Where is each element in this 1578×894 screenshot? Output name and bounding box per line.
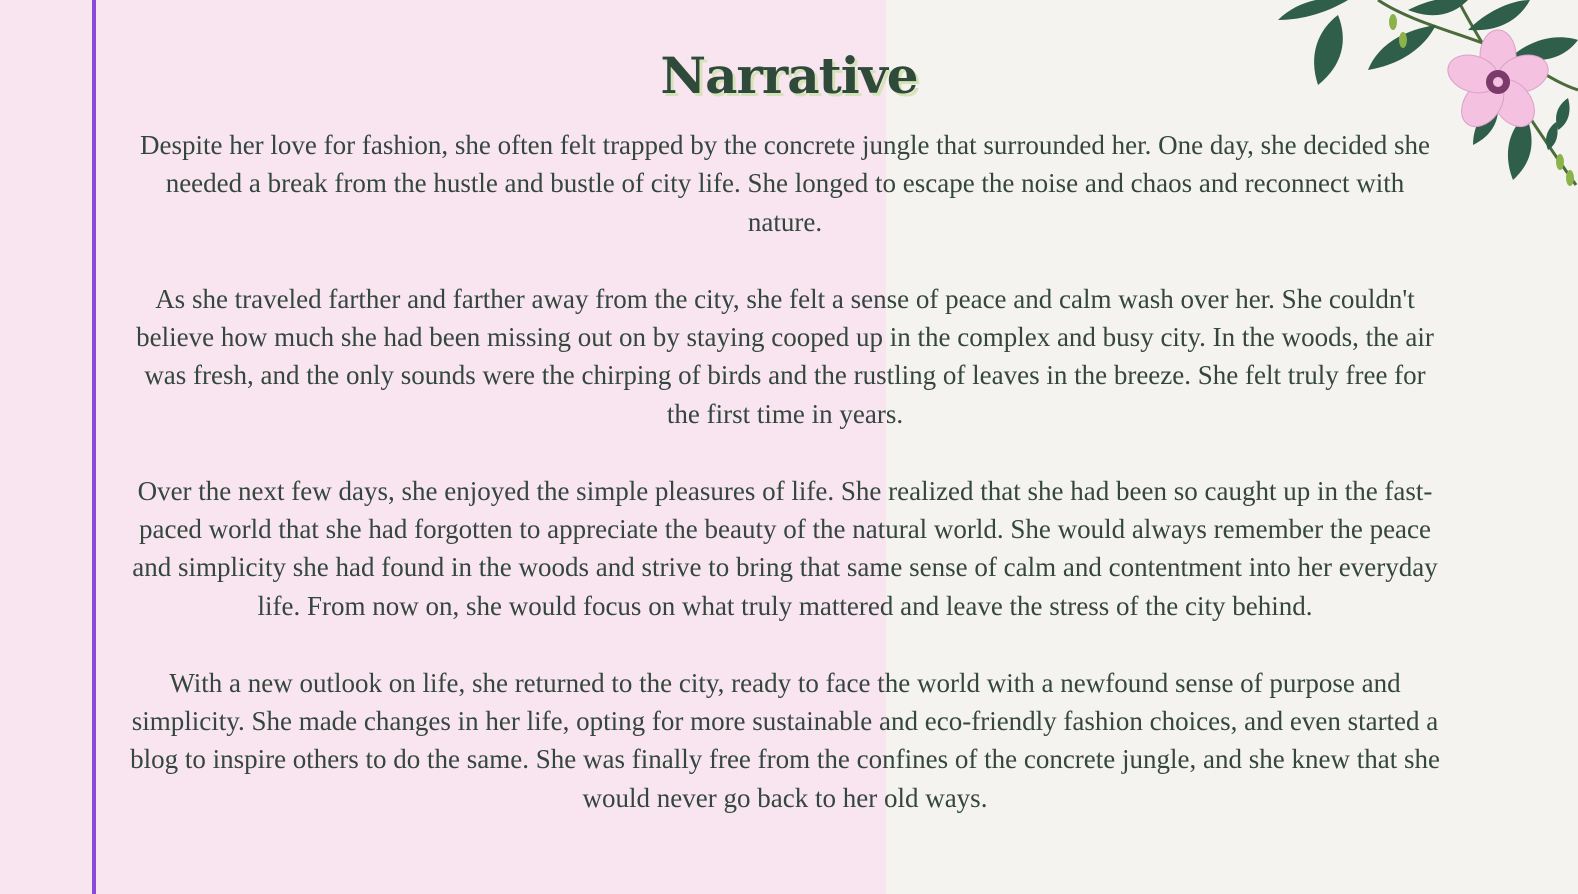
page-title: Narrative	[660, 46, 918, 105]
paragraph: Over the next few days, she enjoyed the simple pleasures of life. She realized that she had been so caught up in the fast-paced world that she had forgotten to appreciate the beauty of the natural world. She would always remember the peace and simplicity she had found in the woods and strive to bring that same sense of calm and contentment into her everyday life. From now on, she would focus on what truly mattered and leave the stress of the city behind.	[132, 475, 1438, 621]
vertical-accent-line	[92, 0, 96, 894]
narrative-body	[130, 126, 1440, 856]
paragraph: As she traveled farther and farther away from the city, she felt a sense of peace and calm wash over her. She couldn't believe how much she had been missing out on by staying cooped up in the complex and busy city. In the woods, the air was fresh, and the only sounds were the chirping of birds and the rustling of leaves in the breeze. She felt truly free for the first time in years.	[136, 283, 1434, 429]
paragraph: Despite her love for fashion, she often felt trapped by the concrete jungle that surrounded her. One day, she decided she needed a break from the hustle and bustle of city life. She longed to escape the noise and chaos and reconnect with nature.	[139, 130, 1431, 237]
paragraph: With a new outlook on life, she returned to the city, ready to face the world with a newfound sense of purpose and simplicity. She made changes in her life, opting for more sustainable and eco-friendly fashion choices, and even started a blog to inspire others to do the same. She was finally free from the confines of the concrete jungle, and she knew that she would never go back to her old ways.	[130, 667, 1440, 813]
